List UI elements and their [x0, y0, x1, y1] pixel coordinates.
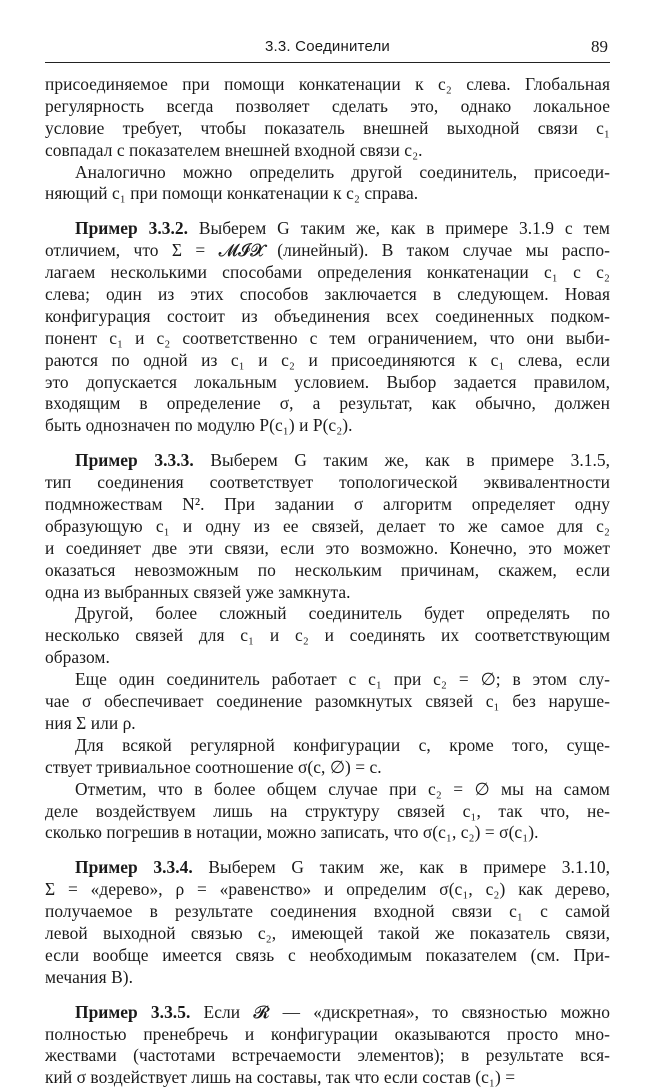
line-text: получаемое в результате соединения входной связи c₁ с самой [45, 901, 610, 922]
line-text: одна из выбранных связей уже замкнута. [45, 581, 351, 602]
text-line [45, 1067, 610, 1089]
paragraph-gap [45, 437, 610, 450]
running-header [45, 34, 610, 63]
text-line [45, 735, 610, 757]
text-line [45, 472, 610, 494]
text-line [45, 262, 610, 284]
text-paragraph [45, 74, 610, 162]
line-text: подмножествам N². При задании σ алгоритм определяет одну [45, 494, 610, 515]
text-line [45, 901, 610, 923]
line-text: быть однозначен по модулю P(c₁) и P(c₂). [45, 415, 353, 436]
text-line [45, 284, 610, 306]
text-line [45, 393, 610, 415]
text-line [45, 923, 610, 945]
example-label: Пример 3.3.2. [75, 218, 189, 239]
line-text: Σ = «дерево», ρ = «равенство» и определим σ(c₁, c₂) как дерево, [45, 879, 610, 900]
line-text: Еще один соединитель работает с c₁ при c₂ = ∅; в этом слу- [75, 669, 610, 690]
text-line [45, 415, 610, 437]
line-text: условие требует, чтобы показатель внешней выходной связи c₁ [45, 117, 610, 138]
line-text: жествами (частотами встречаемости элементов); в результате вся- [45, 1045, 610, 1066]
text-line [45, 967, 610, 989]
line-text: понент c₁ и c₂ соответственно с тем ограничением, что они выби- [45, 327, 610, 348]
text-paragraph [45, 162, 610, 206]
text-line [45, 691, 610, 713]
text-line [45, 625, 610, 647]
line-text: Для всякой регулярной конфигурации c, кроме того, суще- [75, 734, 610, 755]
page-number: 89 [591, 37, 608, 56]
line-text: кий σ воздействует лишь на составы, так что если состав (c₁) = [45, 1067, 516, 1088]
line-text: мечания B). [45, 966, 134, 987]
text-line [45, 450, 610, 472]
text-line [45, 857, 610, 879]
example-label: Пример 3.3.4. [75, 857, 193, 878]
line-text: няющий c₁ при помощи конкатенации к c₂ справа. [45, 183, 419, 204]
line-text: регулярность всегда позволяет сделать это, однако локальное [45, 95, 610, 116]
line-text: слева; один из этих способов заключается в следующем. Новая [45, 284, 610, 305]
text-paragraph [45, 603, 610, 669]
text-line [45, 118, 610, 140]
line-text: если вообще имеется связь с необходимым показателем (см. При- [45, 944, 610, 965]
text-line [45, 183, 610, 205]
text-line [45, 1024, 610, 1046]
line-text: Выберем G таким же, как в примере 3.1.9 с тем [188, 218, 610, 239]
line-text: лагаем несколькими способами определения конкатенации c₁ с c₂ [45, 262, 610, 283]
line-text: раются по одной из c₁ и c₂ и присоединяются к c₁ слева, если [45, 349, 610, 370]
text-line [45, 306, 610, 328]
line-text: образом. [45, 647, 110, 668]
line-text: образующую c₁ и одну из ее связей, делает то же самое для c₂ [45, 515, 610, 536]
line-text: деле воздействуем лишь на структуру связей c₁, так что, не- [45, 800, 610, 821]
text-line [45, 647, 610, 669]
text-line [45, 494, 610, 516]
example-paragraph [45, 218, 610, 437]
text-line [45, 603, 610, 625]
text-line [45, 1045, 610, 1067]
line-text: несколько связей для c₁ и c₂ и соединять их соответствующим [45, 625, 610, 646]
line-text: Аналогично можно определить другой соединитель, присоеди- [75, 161, 610, 182]
text-line [45, 516, 610, 538]
text-line [45, 879, 610, 901]
example-paragraph [45, 450, 610, 603]
paragraph-gap [45, 844, 610, 857]
text-line [45, 74, 610, 96]
text-line [45, 96, 610, 118]
line-text: Другой, более сложный соединитель будет определять по [75, 603, 610, 624]
text-line [45, 779, 610, 801]
section-title: 3.3. Соединители [264, 38, 391, 55]
line-text: тип соединения соответствует топологической эквивалентности [45, 472, 610, 493]
example-paragraph [45, 1002, 610, 1089]
line-text: оказаться невозможным по нескольким причинам, скажем, если [45, 559, 610, 580]
text-line [45, 240, 610, 262]
text-paragraph [45, 735, 610, 779]
line-text: совпадал с показателем внешней входной связи c₂. [45, 139, 423, 160]
text-line [45, 140, 610, 162]
text-line [45, 162, 610, 184]
text-line [45, 538, 610, 560]
line-text: ния Σ или ρ. [45, 712, 136, 733]
text-line [45, 350, 610, 372]
text-line [45, 218, 610, 240]
line-text: сколько погрешив в нотации, можно записать, что σ(c₁, c₂) = σ(c₁). [45, 822, 539, 843]
example-paragraph [45, 857, 610, 988]
text-line [45, 328, 610, 350]
example-label: Пример 3.3.5. [75, 1001, 191, 1022]
line-text: Выберем G таким же, как в примере 3.1.10, [192, 857, 610, 878]
line-text: конфигурация состоит из объединения всех соединенных подком- [45, 305, 610, 326]
paragraph-gap [45, 205, 610, 218]
line-text: чае σ обеспечивает соединение разомкнутых связей c₁ без наруше- [45, 691, 610, 712]
line-text: Если 𝓡 — «дискретная», то связностью можно [190, 1001, 610, 1022]
text-paragraph [45, 779, 610, 845]
line-text: входящим в определение σ, а результат, как обычно, должен [45, 393, 610, 414]
page-body [45, 74, 610, 1089]
text-line [45, 560, 610, 582]
text-line [45, 757, 610, 779]
text-line [45, 582, 610, 604]
line-text: это допускается локальным условием. Выбор задается правилом, [45, 371, 610, 392]
text-line [45, 945, 610, 967]
line-text: Выберем G таким же, как в примере 3.1.5, [193, 450, 610, 471]
text-line [45, 1002, 610, 1024]
line-text: Отметим, что в более общем случае при c₂ = ∅ мы на самом [75, 778, 610, 799]
line-text: и соединяет две эти связи, если это возможно. Конечно, это может [45, 537, 610, 558]
text-line [45, 372, 610, 394]
text-paragraph [45, 669, 610, 735]
line-text: левой выходной связью c₂, имеющей такой же показатель связи, [45, 922, 610, 943]
line-text: отличием, что Σ = 𝓜𝓘𝓧 (линейный). В таком случае мы распо- [45, 240, 610, 261]
text-line [45, 822, 610, 844]
line-text: ствует тривиальное соотношение σ(c, ∅) = c. [45, 756, 382, 777]
text-line [45, 801, 610, 823]
line-text: полностью пренебречь и конфигурации оказываются просто мно- [45, 1023, 610, 1044]
line-text: присоединяемое при помощи конкатенации к c₂ слева. Глобальная [45, 74, 610, 94]
example-label: Пример 3.3.3. [75, 450, 194, 471]
text-line [45, 669, 610, 691]
text-line [45, 713, 610, 735]
